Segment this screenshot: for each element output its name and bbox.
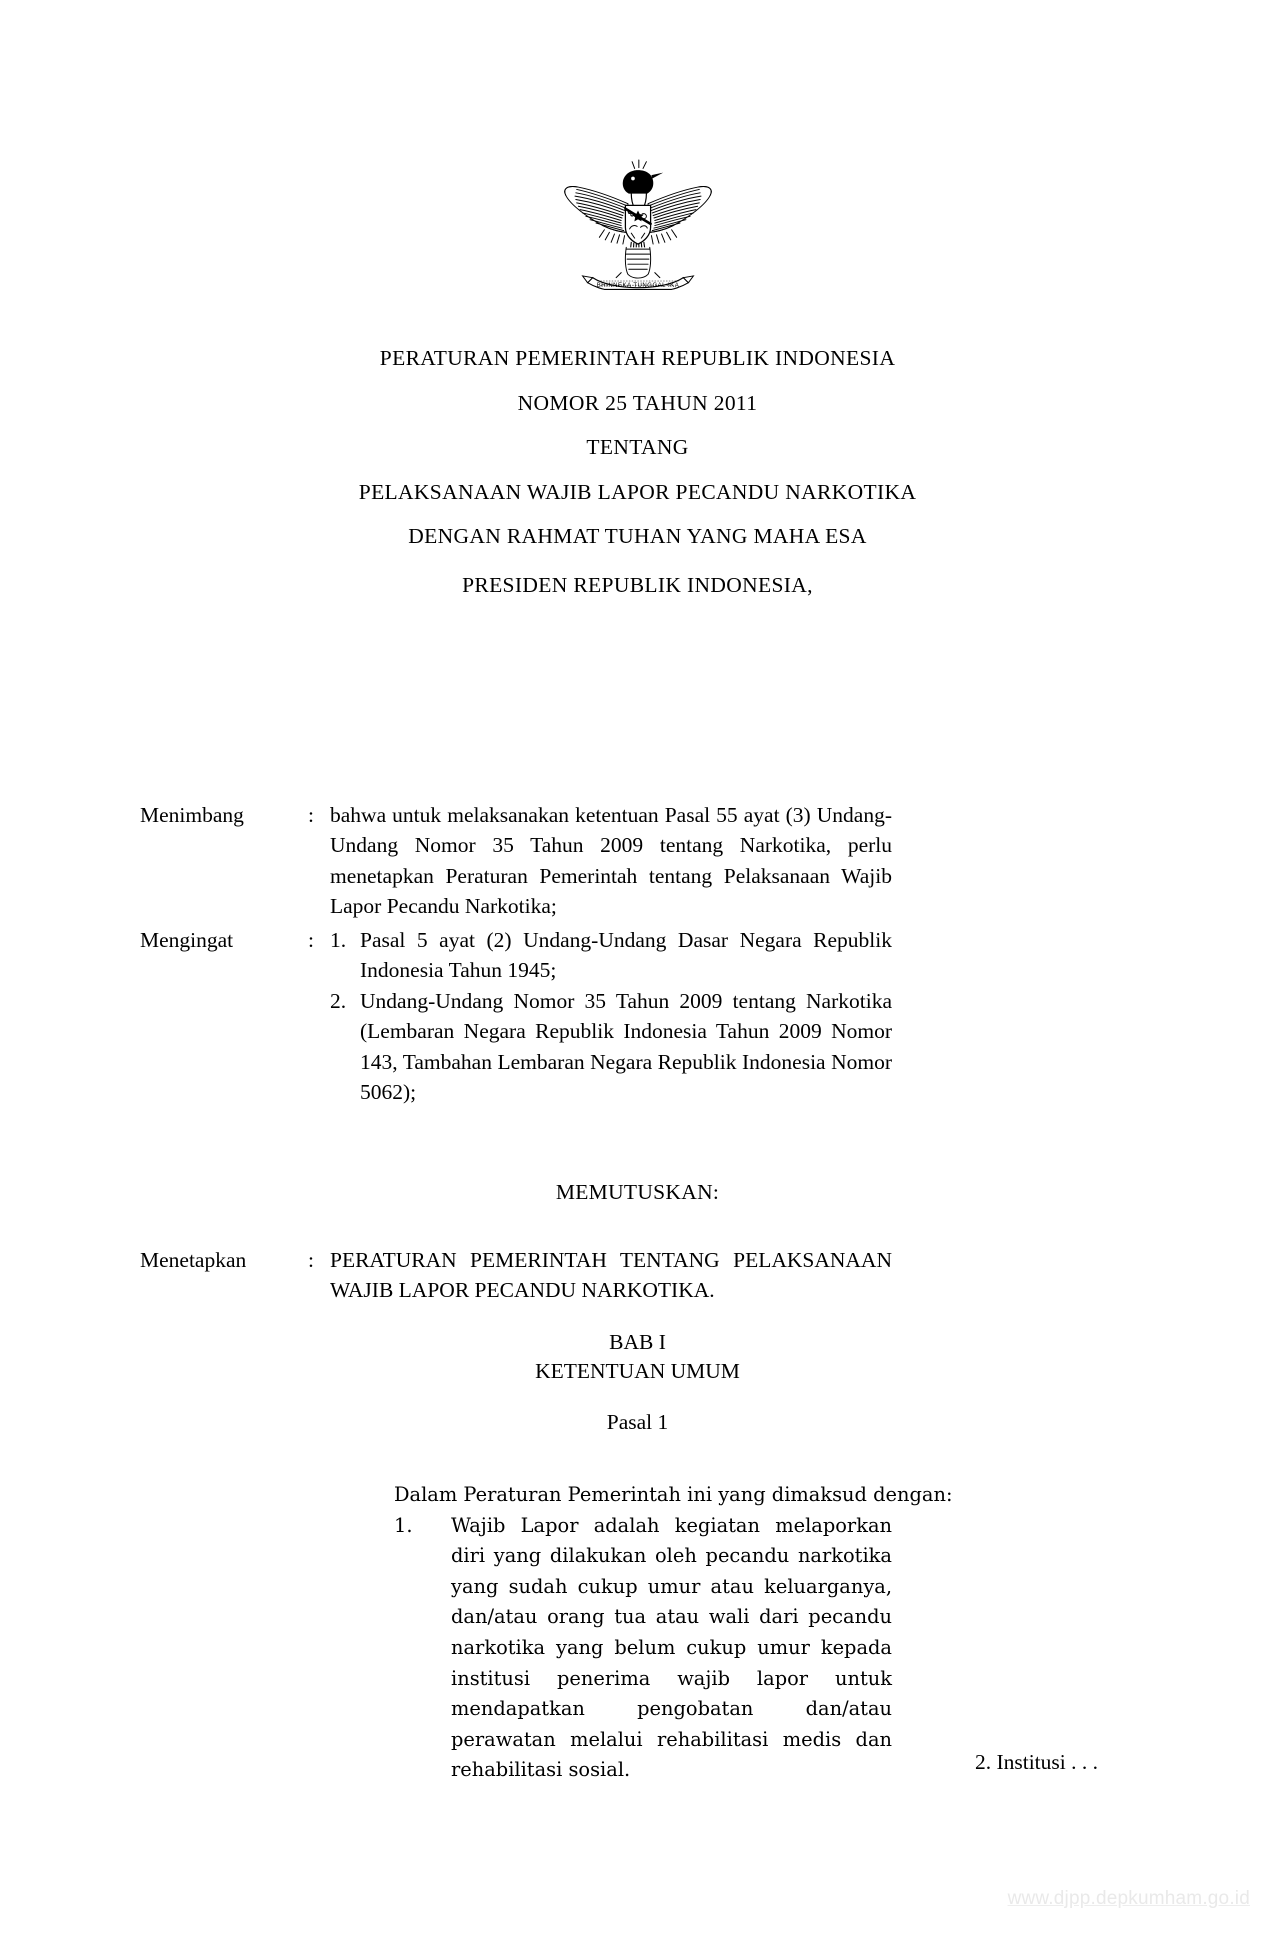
- menetapkan-clause: [140, 1245, 892, 1306]
- definition-item: [394, 1511, 892, 1786]
- page-catchword: 2. Institusi . . .: [974, 1750, 1098, 1774]
- mengingat-item-text: Undang-Undang Nomor 35 Tahun 2009 tentang Narkotika (Lembaran Negara Republik Indonesia Tahun 2009 Nomor 143, Tambahan Lembaran Negara Republik Indonesia Nomor 5062);: [360, 988, 892, 1105]
- regulation-type-title: PERATURAN PEMERINTAH REPUBLIK INDONESIA: [379, 346, 896, 370]
- definition-number: 1.: [394, 1513, 413, 1537]
- tentang-label: TENTANG: [586, 435, 689, 459]
- site-watermark: www.djpp.depkumham.go.id: [1007, 1888, 1250, 1909]
- bab-heading-block: [0, 1328, 1275, 1386]
- bab-number: BAB I: [609, 1330, 666, 1354]
- regulation-subject: PELAKSANAAN WAJIB LAPOR PECANDU NARKOTIKA: [358, 479, 917, 504]
- pasal-heading: Pasal 1: [606, 1410, 669, 1434]
- document-title-block: [0, 348, 1275, 596]
- menetapkan-colon: :: [308, 1248, 314, 1272]
- menimbang-colon: :: [308, 803, 314, 827]
- mengingat-colon: :: [308, 928, 314, 952]
- definition-text: Wajib Lapor adalah kegiatan melaporkan diri yang dilakukan oleh pecandu narkotika yang sudah cukup umur atau keluarganya, dan/atau orang tua atau wali dari pecandu narkotika yang belum cukup umur kepada institusi penerima wajib lapor untuk mendapatkan pengobatan dan/atau perawatan melalui rehabilitasi medis dan rehabilitasi sosial.: [451, 1513, 892, 1782]
- mengingat-label: Mengingat: [140, 928, 234, 952]
- issuer-line: PRESIDEN REPUBLIK INDONESIA,: [462, 572, 813, 597]
- garuda-pancasila-emblem: [0, 155, 1275, 328]
- svg-text:BHINNEKA TUNGGAL IKA: BHINNEKA TUNGGAL IKA: [596, 282, 679, 289]
- mengingat-item-number: 2.: [330, 988, 347, 1013]
- invocation-line: DENGAN RAHMAT TUHAN YANG MAHA ESA: [408, 524, 867, 548]
- mengingat-item: [330, 986, 892, 1108]
- mengingat-clause: [140, 925, 892, 1107]
- menimbang-label: Menimbang: [140, 803, 244, 827]
- pasal-1-intro: Dalam Peraturan Pemerintah ini yang dimaksud dengan:: [394, 1483, 953, 1506]
- menetapkan-text: PERATURAN PEMERINTAH TENTANG PELAKSANAAN WAJIB LAPOR PECANDU NARKOTIKA.: [330, 1248, 892, 1303]
- menetapkan-label: Menetapkan: [140, 1248, 247, 1272]
- mengingat-item-number: 1.: [330, 928, 347, 952]
- mengingat-item-text: Pasal 5 ayat (2) Undang-Undang Dasar Negara Republik Indonesia Tahun 1945;: [360, 928, 892, 983]
- regulation-number: NOMOR 25 TAHUN 2011: [517, 390, 758, 415]
- pasal-1-body: [394, 1480, 953, 1786]
- mengingat-list: [330, 925, 892, 1107]
- menimbang-text: bahwa untuk melaksanakan ketentuan Pasal 55 ayat (3) Undang-Undang Nomor 35 Tahun 2009 tentang Narkotika, perlu menetapkan Peraturan Pemerintah tentang Pelaksanaan Wajib Lapor Pecandu Narkotika;: [330, 803, 892, 919]
- mengingat-item: [330, 925, 892, 986]
- memutuskan-heading: MEMUTUSKAN:: [555, 1180, 720, 1204]
- bab-title: KETENTUAN UMUM: [535, 1359, 740, 1383]
- menimbang-clause: [140, 800, 892, 922]
